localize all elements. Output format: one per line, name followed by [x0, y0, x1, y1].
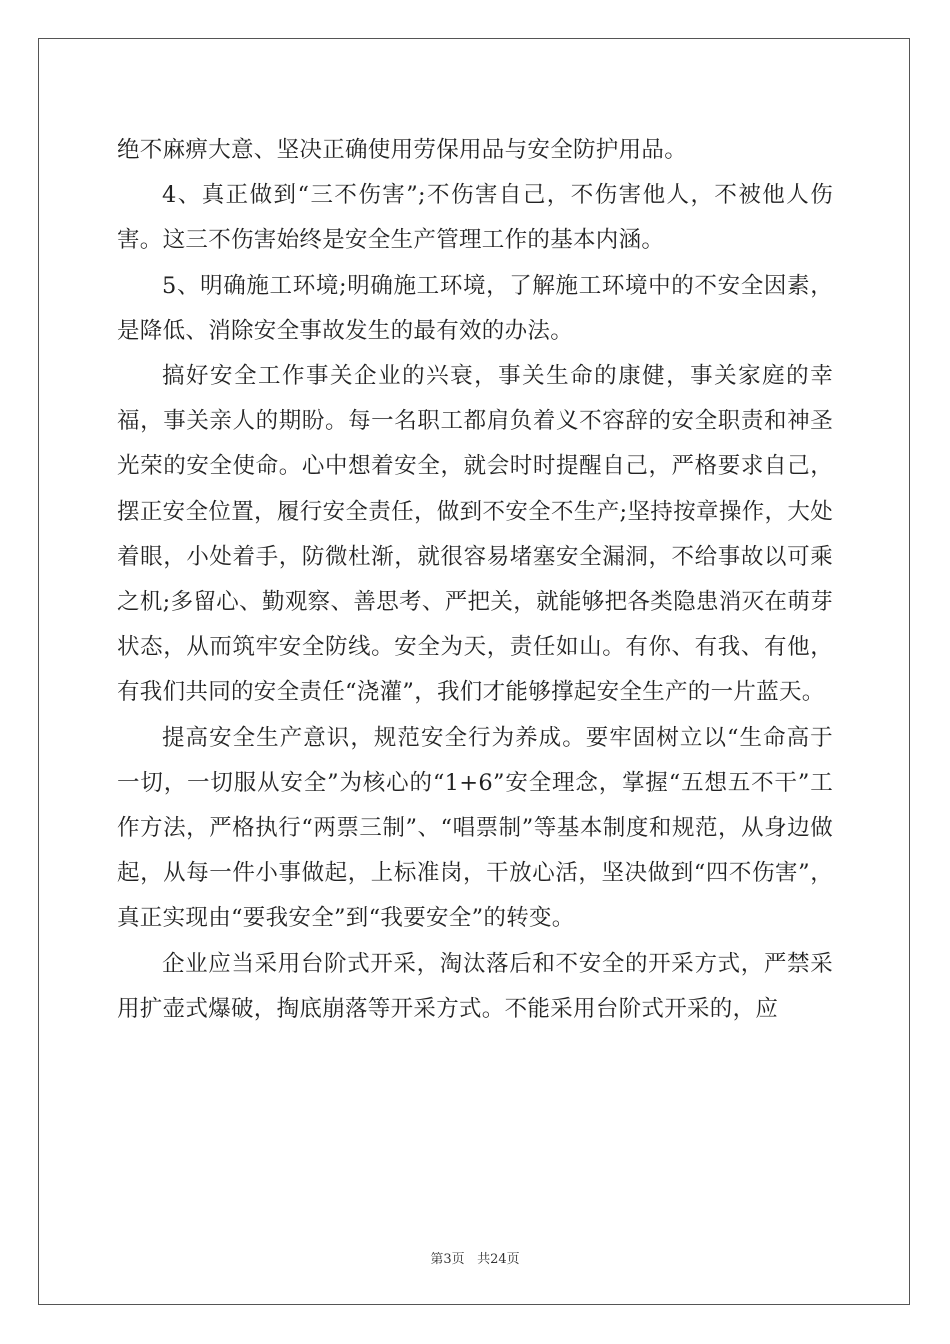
- page-footer: [0, 1248, 950, 1267]
- paragraph-mining-method: 企业应当采用台阶式开采，淘汰落后和不安全的开采方式，严禁采用扩壶式爆破，掏底崩落等开采方式。不能采用台阶式开采的，应: [117, 950, 833, 1022]
- page-number: 第3页: [430, 1252, 465, 1267]
- document-body: [117, 128, 833, 1032]
- page-total: 共24页: [477, 1252, 520, 1267]
- paragraph-safety-awareness: 提高安全生产意识，规范安全行为养成。要牢固树立以“生命高于一切，一切服从安全”为核心的“1+6”安全理念，掌握“五想五不干”工作方法，严格执行“两票三制”、“唱票制”等基本制度和规范，从身边做起，从每一件小事做起，上标准岗，干放心活，坚决做到“四不伤害”，真正实现由“要我安全”到“我要安全”的转变。: [117, 724, 833, 932]
- paragraph-safety-work: 搞好安全工作事关企业的兴衰，事关生命的康健，事关家庭的幸福，事关亲人的期盼。每一名职工都肩负着义不容辞的安全职责和神圣光荣的安全使命。心中想着安全，就会时时提醒自己，严格要求自己，摆正安全位置，履行安全责任，做到不安全不生产;坚持按章操作，大处着眼，小处着手，防微杜渐，就很容易堵塞安全漏洞，不给事故以可乘之机;多留心、勤观察、善思考、严把关，就能够把各类隐患消灭在萌芽状态，从而筑牢安全防线。安全为天，责任如山。有你、有我、有他，有我们共同的安全责任“浇灌”，我们才能够撑起安全生产的一片蓝天。: [117, 363, 833, 706]
- paragraph-item-5: 5、明确施工环境;明确施工环境，了解施工环境中的不安全因素，是降低、消除安全事故发生的最有效的办法。: [117, 272, 833, 344]
- paragraph-item-4: 4、真正做到“三不伤害”;不伤害自己，不伤害他人，不被他人伤害。这三不伤害始终是安全生产管理工作的基本内涵。: [117, 182, 833, 254]
- paragraph-continuation: 绝不麻痹大意、坚决正确使用劳保用品与安全防护用品。: [117, 137, 688, 163]
